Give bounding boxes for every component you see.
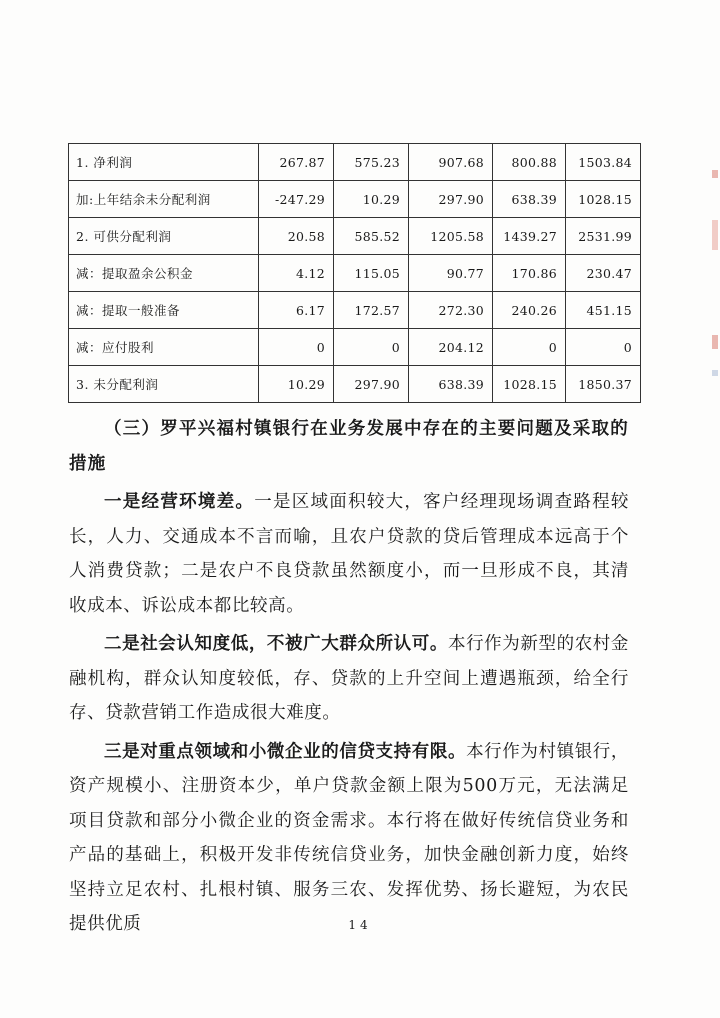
table-cell: 240.26	[493, 292, 566, 329]
table-cell: 451.15	[566, 292, 641, 329]
paragraph-body: 本行作为新型的农村金融机构，群众认知度较低，存、贷款的上升空间上遭遇瓶颈，给全行存、贷款营销工作造成很大难度。	[69, 634, 629, 723]
row-label: 减：应付股利	[69, 329, 259, 366]
table-row	[69, 292, 641, 329]
table-cell: 2531.99	[566, 218, 641, 255]
table-cell: 4.12	[259, 255, 334, 292]
table-row	[69, 255, 641, 292]
table-cell: 1439.27	[493, 218, 566, 255]
row-label: 2. 可供分配利润	[69, 218, 259, 255]
table-cell: 1028.15	[566, 181, 641, 218]
table-cell: 172.57	[334, 292, 409, 329]
paragraph	[69, 627, 629, 731]
scan-edge-marks	[710, 150, 720, 570]
paragraph-lead: 二是社会认知度低，不被广大群众所认可。	[104, 634, 448, 654]
table-cell: 575.23	[334, 144, 409, 181]
table-cell: 1503.84	[566, 144, 641, 181]
table-row	[69, 144, 641, 181]
table-cell: -247.29	[259, 181, 334, 218]
table-cell: 0	[493, 329, 566, 366]
table-cell: 10.29	[334, 181, 409, 218]
table-cell: 1850.37	[566, 366, 641, 403]
table-cell: 20.58	[259, 218, 334, 255]
table-cell: 297.90	[334, 366, 409, 403]
table-cell: 10.29	[259, 366, 334, 403]
row-label: 1. 净利润	[69, 144, 259, 181]
table-cell: 170.86	[493, 255, 566, 292]
table-cell: 297.90	[409, 181, 493, 218]
paragraph	[69, 735, 629, 942]
row-label: 3. 未分配利润	[69, 366, 259, 403]
table-cell: 0	[259, 329, 334, 366]
table-cell: 1205.58	[409, 218, 493, 255]
table-cell: 115.05	[334, 255, 409, 292]
table-cell: 230.47	[566, 255, 641, 292]
paragraph-lead: 三是对重点领域和小微企业的信贷支持有限。	[104, 741, 467, 762]
table-cell: 6.17	[259, 292, 334, 329]
row-label: 加:上年结余未分配利润	[69, 181, 259, 218]
table-cell: 204.12	[409, 329, 493, 366]
table-cell: 800.88	[493, 144, 566, 181]
table-row	[69, 218, 641, 255]
table-cell: 907.68	[409, 144, 493, 181]
table-cell: 267.87	[259, 144, 334, 181]
table-cell: 638.39	[493, 181, 566, 218]
row-label: 减：提取盈余公积金	[69, 255, 259, 292]
table-cell: 0	[334, 329, 409, 366]
paragraph	[69, 485, 629, 623]
table-cell: 272.30	[409, 292, 493, 329]
profit-distribution-table	[68, 143, 641, 403]
table-body	[69, 144, 641, 403]
row-label: 减：提取一般准备	[69, 292, 259, 329]
page-number: 14	[348, 918, 372, 932]
paragraph-body: 一是区域面积较大，客户经理现场调查路程较长，人力、交通成本不言而喻，且农户贷款的贷后管理成本远高于个人消费贷款；二是农户不良贷款虽然额度小，而一旦形成不良，其清收成本、诉讼成本都比较高。	[69, 492, 630, 616]
section-heading: （三）罗平兴福村镇银行在业务发展中存在的主要问题及采取的措施	[69, 419, 629, 474]
table-row	[69, 181, 641, 218]
table-row	[69, 366, 641, 403]
paragraph-body: 本行作为村镇银行，资产规模小、注册资本少，单户贷款金额上限为500万元，无法满足项目贷款和部分小微企业的资金需求。本行将在做好传统信贷业务和产品的基础上，积极开发非传统信贷业务，加快金融创新力度，始终坚持立足农村、扎根村镇、服务三农、发挥优势、扬长避短，为农民提供优质	[69, 741, 630, 934]
paragraph-lead: 一是经营环境差。	[104, 492, 255, 512]
table-cell: 585.52	[334, 218, 409, 255]
table-cell: 0	[566, 329, 641, 366]
table-cell: 90.77	[409, 255, 493, 292]
table-cell: 638.39	[409, 366, 493, 403]
table-row	[69, 329, 641, 366]
table-cell: 1028.15	[493, 366, 566, 403]
body-text	[69, 412, 629, 942]
